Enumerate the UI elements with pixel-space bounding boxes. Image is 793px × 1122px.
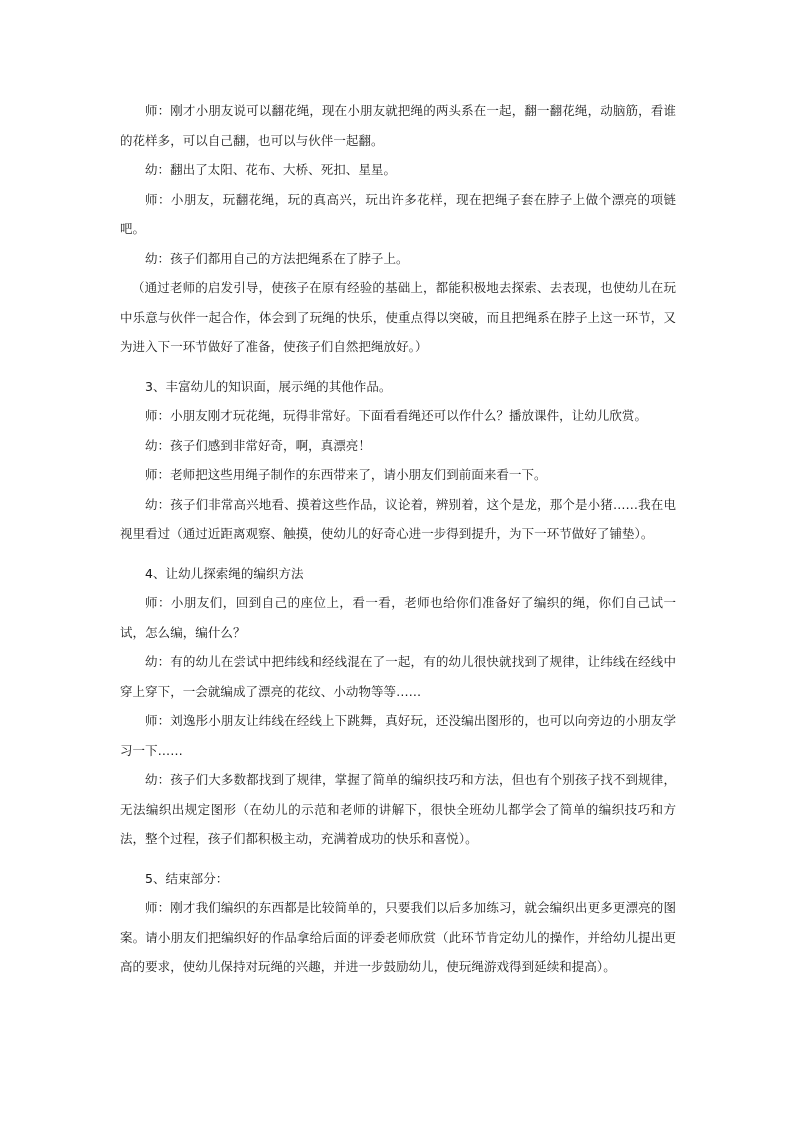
paragraph-child-weaving: 幼：有的幼儿在尝试中把纬线和经线混在了一起，有的幼儿很快就找到了规律，让纬线在经线中穿上穿下，一会就编成了漂亮的花纹、小动物等等…… bbox=[120, 654, 676, 699]
paragraph-teacher-courseware: 师：小朋友刚才玩花绳，玩得非常好。下面看看绳还可以作什么？播放课件，让幼儿欣赏。 bbox=[145, 408, 648, 423]
section-heading-3: 3、丰富幼儿的知识面，展示绳的其他作品。 bbox=[145, 378, 392, 394]
paragraph-commentary-1: （通过老师的启发引导，使孩子在原有经验的基础上，都能积极地去探索、去表现，也使幼儿在玩中乐意与伙伴一起合作，体会到了玩绳的快乐，使重点得以突破，而且把绳系在脖子上这一环节，又为进入下一环节做好了准备，使孩子们自然把绳放好。） bbox=[120, 280, 676, 354]
paragraph-teacher-praise: 师：刘逸彤小朋友让纬线在经线上下跳舞，真好玩，还没编出图形的，也可以向旁边的小朋友学习一下…… bbox=[120, 713, 676, 758]
paragraph-teacher-conclusion: 师：刚才我们编织的东西都是比较简单的，只要我们以后多加练习，就会编织出更多更漂亮的图案。请小朋友们把编织好的作品拿给后面的评委老师欣赏（此环节肯定幼儿的操作，并给幼儿提出更高的要求，使幼儿保持对玩绳的兴趣，并进一步鼓励幼儿，使玩绳游戏得到延续和提高）。 bbox=[120, 900, 676, 974]
paragraph-child-necklace: 幼：孩子们都用自己的方法把绳系在了脖子上。 bbox=[145, 250, 409, 266]
document-body bbox=[120, 96, 676, 982]
section-heading-5: 5、结束部分： bbox=[145, 870, 229, 886]
paragraph-teacher-try-weaving: 师：小朋友们，回到自己的座位上，看一看，老师也给你们准备好了编织的绳，你们自己试一试，怎么编，编什么？ bbox=[120, 595, 676, 640]
paragraph-teacher-necklace: 师：小朋友，玩翻花绳，玩的真高兴，玩出许多花样，现在把绳子套在脖子上做个漂亮的项链吧。 bbox=[120, 191, 676, 236]
section-heading-4: 4、让幼儿探索绳的编织方法 bbox=[145, 565, 304, 581]
paragraph-teacher-bring-works: 师：老师把这些用绳子制作的东西带来了，请小朋友们到前面来看一下。 bbox=[145, 467, 547, 482]
paragraph-teacher-string-figures: 师：刚才小朋友说可以翻花绳，现在小朋友就把绳的两头系在一起，翻一翻花绳，动脑筋，看谁的花样多，可以自己翻，也可以与伙伴一起翻。 bbox=[120, 103, 676, 148]
paragraph-child-curious: 幼：孩子们感到非常好奇，啊，真漂亮！ bbox=[145, 437, 371, 453]
paragraph-child-mastery: 幼：孩子们大多数都找到了规律，掌握了简单的编织技巧和方法，但也有个别孩子找不到规律，无法编织出规定图形（在幼儿的示范和老师的讲解下，很快全班幼儿都学会了简单的编织技巧和方法，整个过程，孩子们都积极主动，充满着成功的快乐和喜悦）。 bbox=[120, 772, 676, 846]
paragraph-child-observe: 幼：孩子们非常高兴地看、摸着这些作品，议论着，辨别着，这个是龙，那个是小猪……我在电视里看过（通过近距离观察、触摸，使幼儿的好奇心进一步得到提升，为下一环节做好了铺垫）。 bbox=[120, 496, 676, 541]
paragraph-child-shapes: 幼：翻出了太阳、花布、大桥、死扣、星星。 bbox=[145, 162, 397, 177]
